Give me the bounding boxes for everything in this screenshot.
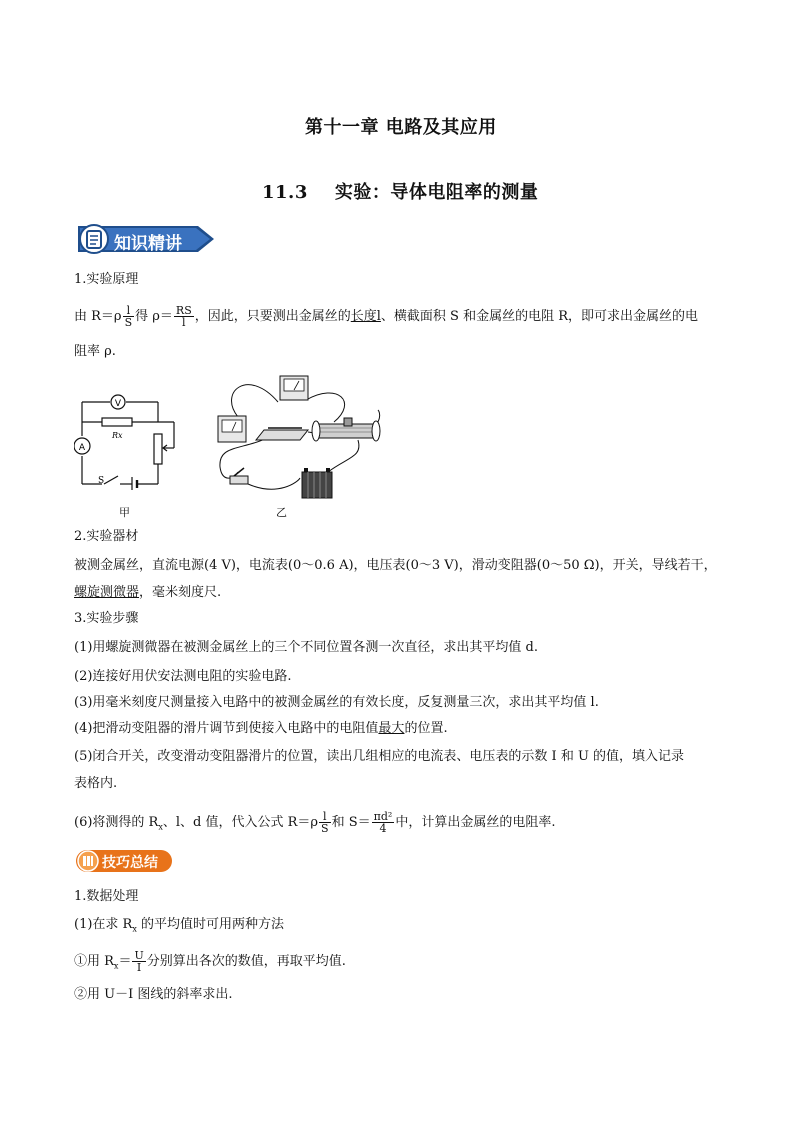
fraction-l-over-s [123,305,135,328]
text: (1)在求 R [74,917,133,932]
equipment-heading: 2.实验器材 [74,529,139,544]
ammeter-device-icon [218,416,246,442]
text: 中，计算出金属丝的电阻率. [395,815,556,830]
step-5-line-1: (5)闭合开关，改变滑动变阻器滑片的位置，读出几组相应的电流表、电压表的示数 I 和 U 的值，填入记录 [74,749,685,764]
text: 由 R＝ρ [74,309,122,324]
switch-device-icon [230,468,248,484]
text: ，毫米刻度尺. [139,585,222,600]
frac-num: l [123,305,135,317]
step-2: (2)连接好用伏安法测电阻的实验电路. [74,669,292,684]
fraction-pid2-over-4 [372,811,395,834]
frac-den: S [321,822,329,835]
text: (4)把滑动变阻器的滑片调节到使接入电路中的电阻值 [74,721,379,736]
ammeter-label: A [78,443,86,453]
text: ，因此，只要测出金属丝的 [194,309,351,324]
fraction-u-over-i [132,950,145,973]
principle-line-2: 阻率 ρ. [74,344,116,359]
frac-den: 4 [379,822,387,835]
book-icon [83,856,86,866]
text: 的位置. [404,721,448,736]
step-3: (3)用毫米刻度尺测量接入电路中的被测金属丝的有效长度，反复测量三次，求出其平均值 l. [74,695,599,710]
knowledge-banner [74,222,220,256]
equipment-line-2 [74,583,221,603]
text: 分别算出各次的数值，再取平均值. [146,954,346,969]
tips-banner [74,848,174,874]
underlined-length: 长度l [350,309,381,324]
data-line-1 [74,915,284,940]
equipment-line-1: 被测金属丝，直流电源(4 V)，电流表(0～0.6 A)，电压表(0～3 V)，滑动变阻器(0～50 Ω)，开关，导线若干， [74,558,717,573]
frac-num: l [319,811,331,823]
rheostat-device-icon [312,418,380,441]
switch-label: S [98,476,105,486]
text: 的平均值时可用两种方法 [136,917,284,932]
circuit-diagram-jia [74,388,186,490]
text: 和 S＝ [331,815,371,830]
data-line-3: ②用 U－I 图线的斜率求出. [74,987,233,1002]
step-1: (1)用螺旋测微器在被测金属丝上的三个不同位置各测一次直径，求出其平均值 d. [74,640,539,655]
principle-heading: 1.实验原理 [74,272,139,287]
principle-line-1 [74,305,698,328]
tips-banner-label: 技巧总结 [102,855,158,871]
data-line-2 [74,950,346,977]
voltmeter-label: V [114,399,122,409]
chapter-title: 第十一章 电路及其应用 [305,117,497,138]
fraction-rs-over-l [174,305,194,328]
steps-heading: 3.实验步骤 [74,611,139,626]
text: (6)将测得的 R [74,815,159,830]
text: 、横截面积 S 和金属丝的电阻 R，即可求出金属丝的电 [380,309,699,324]
knowledge-banner-label: 知识精讲 [114,234,182,254]
step-6 [74,811,555,838]
text: 得 ρ＝ [135,309,173,324]
apparatus-illustration-yi [208,372,388,504]
text: ①用 R [74,954,114,969]
frac-den: l [182,316,186,329]
caption-yi: 乙 [276,506,287,519]
rx-label: Rx [112,431,123,440]
subscript: x [113,961,119,971]
frac-num: RS [175,304,192,317]
subscript: x [132,924,137,934]
battery-device-icon [302,468,332,498]
data-heading: 1.数据处理 [74,889,139,904]
caption-jia: 甲 [119,506,130,519]
fraction-l-over-s [319,811,331,834]
underlined-max: 最大 [378,721,405,736]
wire-board-icon [256,428,308,440]
step-4 [74,719,448,739]
frac-num: πd² [373,810,393,823]
section-title: 11.3 实验：导体电阻率的测量 [262,182,539,203]
frac-den: S [124,316,133,329]
voltmeter-device-icon [280,376,308,400]
step-5-line-2: 表格内. [74,776,118,791]
text: 、l、d 值，代入公式 R＝ρ [162,815,319,830]
underlined-micrometer: 螺旋测微器 [74,585,140,600]
frac-den: I [136,961,142,974]
frac-num: U [134,949,144,962]
text: ＝ [118,954,132,969]
subscript: x [158,822,163,832]
